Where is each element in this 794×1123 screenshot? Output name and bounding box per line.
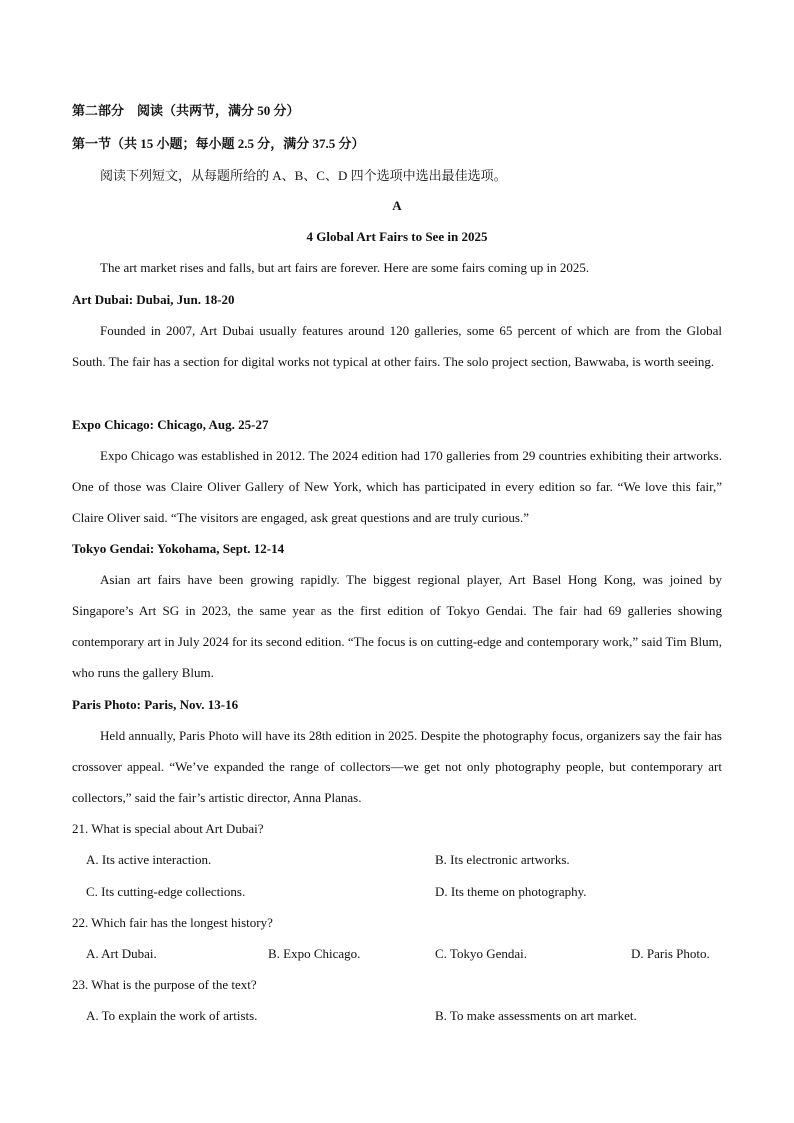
instruction: 阅读下列短文，从每题所给的 A、B、C、D 四个选项中选出最佳选项。	[100, 168, 507, 183]
fair-paragraph: Asian art fairs have been growing rapidly. The biggest regional player, Art Basel Hong Kong, was joined by Singapore’s Art SG in 2023, the same year as the first edition of Tokyo Gendai. The fair had 69 galleries showing contemporary art in July 2024 for its second edition. “The focus is on cutting-edge and contemporary work,” said Tim Blum, who runs the gallery Blum.	[72, 572, 722, 680]
option-b[interactable]: B. Expo Chicago.	[268, 946, 361, 961]
option-b[interactable]: B. To make assessments on art market.	[435, 1008, 637, 1023]
fair-paragraph: Expo Chicago was established in 2012. The 2024 edition had 170 galleries from 29 countries exhibiting their artworks. One of those was Claire Oliver Gallery of New York, which has participated in every edition so far. “We love this fair,” Claire Oliver said. “The visitors are engaged, ask great questions and are truly curious.”	[72, 448, 722, 525]
question-stem: 23. What is the purpose of the text?	[72, 977, 257, 992]
option-a[interactable]: A. To explain the work of artists.	[86, 1008, 258, 1023]
passage-title: 4 Global Art Fairs to See in 2025	[306, 229, 488, 244]
option-c[interactable]: C. Tokyo Gendai.	[435, 946, 528, 961]
section-heading: 第一节（共 15 小题；每小题 2.5 分，满分 37.5 分）	[72, 136, 365, 151]
fair-heading: Paris Photo: Paris, Nov. 13-16	[72, 697, 239, 712]
fair-heading: Expo Chicago: Chicago, Aug. 25-27	[72, 417, 269, 432]
part-heading: 第二部分 阅读（共两节，满分 50 分）	[72, 103, 300, 118]
fair-heading: Tokyo Gendai: Yokohama, Sept. 12-14	[72, 541, 285, 556]
option-d[interactable]: D. Its theme on photography.	[435, 884, 587, 899]
option-a[interactable]: A. Art Dubai.	[86, 946, 157, 961]
question-stem: 22. Which fair has the longest history?	[72, 915, 273, 930]
option-c[interactable]: C. Its cutting-edge collections.	[86, 884, 246, 899]
question-stem: 21. What is special about Art Dubai?	[72, 821, 264, 836]
fair-paragraph: Held annually, Paris Photo will have its 28th edition in 2025. Despite the photography focus, organizers say the fair has crossover appeal. “We’ve expanded the range of collectors—we get not only photography people, but contemporary art collectors,” said the fair’s artistic director, Anna Planas.	[72, 728, 722, 805]
passage-intro: The art market rises and falls, but art fairs are forever. Here are some fairs coming up in 2025.	[100, 260, 590, 275]
fair-heading: Art Dubai: Dubai, Jun. 18-20	[72, 292, 235, 307]
fair-paragraph: Founded in 2007, Art Dubai usually features around 120 galleries, some 65 percent of which are from the Global South. The fair has a section for digital works not typical at other fairs. The solo project section, Bawwaba, is worth seeing.	[72, 323, 722, 369]
option-b[interactable]: B. Its electronic artworks.	[435, 852, 570, 867]
option-d[interactable]: D. Paris Photo.	[631, 946, 710, 961]
option-a[interactable]: A. Its active interaction.	[86, 852, 212, 867]
passage-label: A	[392, 198, 402, 213]
